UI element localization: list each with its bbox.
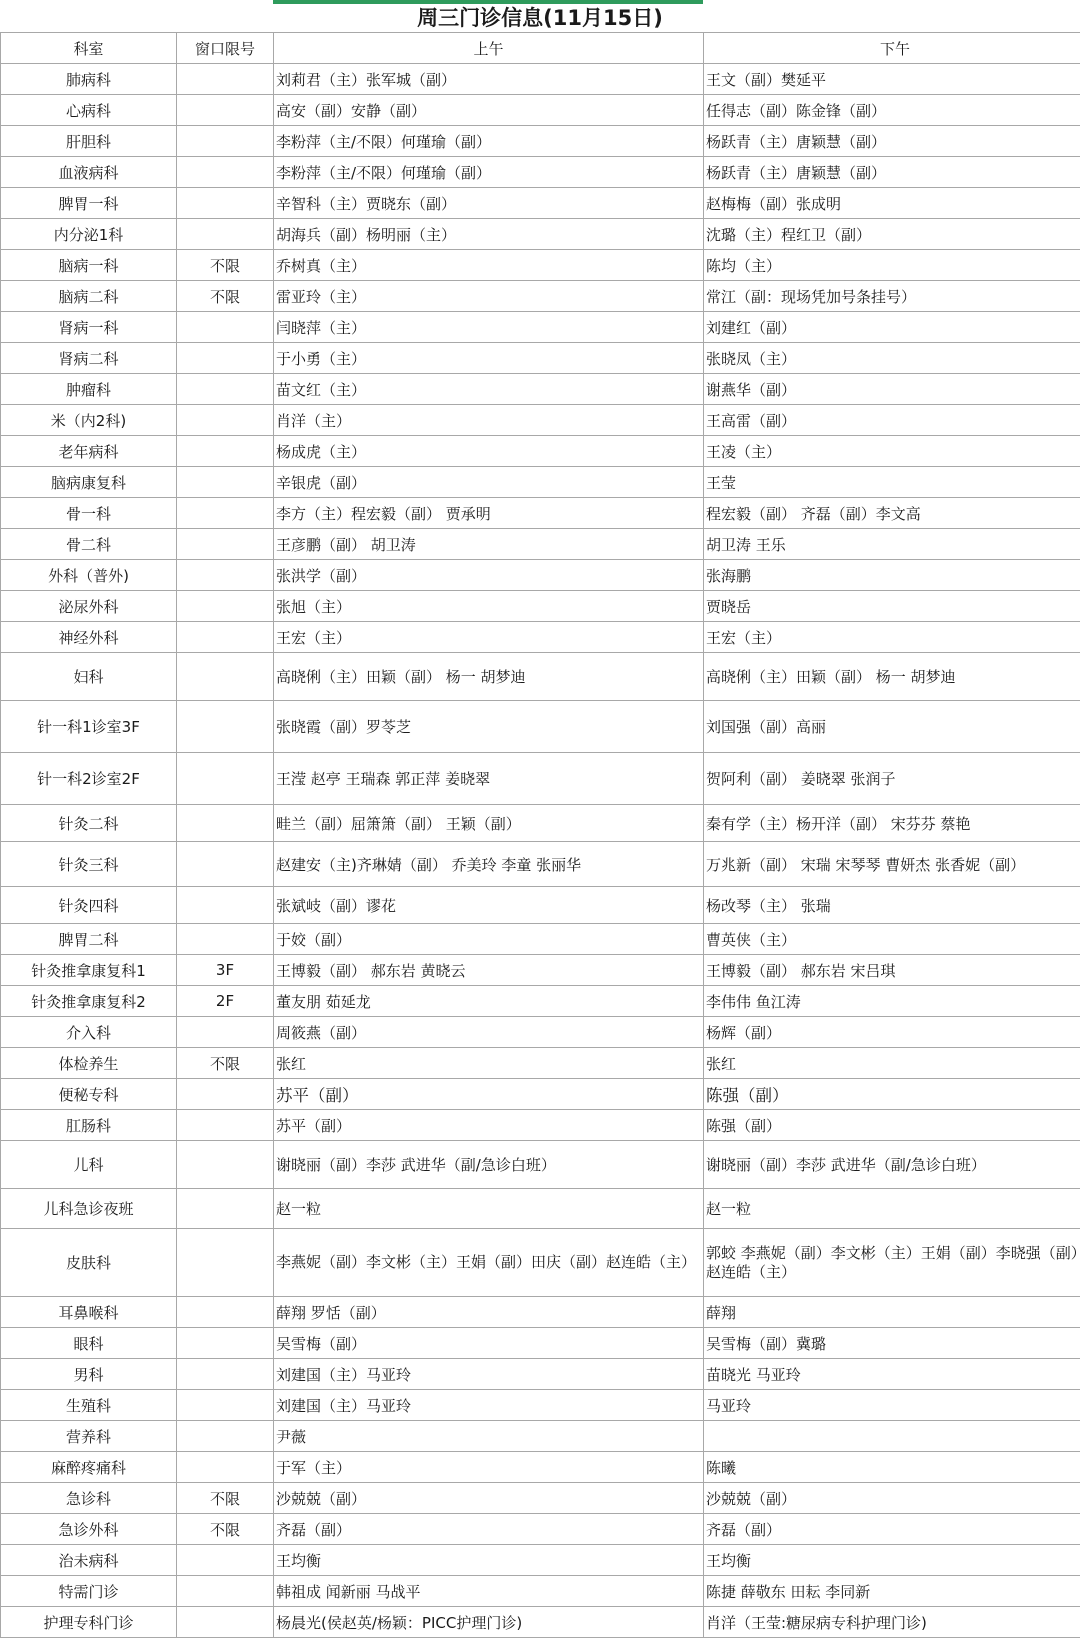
dept-cell: 儿科 [1, 1141, 177, 1189]
dept-cell: 脑病一科 [1, 250, 177, 281]
limit-cell [177, 157, 274, 188]
pm-cell: 任得志（副）陈金锋（副） [704, 95, 1080, 126]
pm-cell: 薛翔 [704, 1297, 1080, 1328]
pm-cell: 贺阿利（副） 姜晓翠 张润子 [704, 753, 1080, 805]
pm-cell: 沙兢兢（副） [704, 1483, 1080, 1514]
pm-cell: 秦有学（主）杨开洋（副） 宋芬芬 蔡艳 [704, 805, 1080, 842]
am-cell: 张红 [274, 1048, 704, 1079]
limit-cell [177, 1452, 274, 1483]
pm-cell: 陈均（主） [704, 250, 1080, 281]
limit-cell [177, 653, 274, 701]
limit-cell [177, 95, 274, 126]
table-row [1, 1514, 1080, 1545]
table-row [1, 560, 1080, 591]
table-row [1, 753, 1080, 805]
dept-cell: 肾病二科 [1, 343, 177, 374]
am-cell: 王宏（主） [274, 622, 704, 653]
am-cell: 王博毅（副） 郝东岩 黄晓云 [274, 955, 704, 986]
table-row [1, 1452, 1080, 1483]
table-row [1, 95, 1080, 126]
table-row [1, 1328, 1080, 1359]
limit-cell [177, 529, 274, 560]
pm-cell: 王高雷（副） [704, 405, 1080, 436]
limit-cell [177, 436, 274, 467]
table-row [1, 1048, 1080, 1079]
limit-cell: 3F [177, 955, 274, 986]
limit-cell [177, 924, 274, 955]
limit-cell [177, 622, 274, 653]
dept-cell: 脑病康复科 [1, 467, 177, 498]
table-row [1, 1229, 1080, 1297]
pm-cell: 李伟伟 鱼江涛 [704, 986, 1080, 1017]
dept-cell: 急诊外科 [1, 1514, 177, 1545]
dept-cell: 介入科 [1, 1017, 177, 1048]
dept-cell: 肿瘤科 [1, 374, 177, 405]
limit-cell [177, 1189, 274, 1229]
table-row [1, 1607, 1080, 1638]
table-row [1, 1421, 1080, 1452]
pm-cell: 张晓凤（主） [704, 343, 1080, 374]
table-row [1, 1390, 1080, 1421]
dept-cell: 老年病科 [1, 436, 177, 467]
dept-cell: 血液病科 [1, 157, 177, 188]
dept-cell: 骨二科 [1, 529, 177, 560]
dept-cell: 耳鼻喉科 [1, 1297, 177, 1328]
am-cell: 高安（副）安静（副） [274, 95, 704, 126]
pm-cell: 王莹 [704, 467, 1080, 498]
table-row [1, 1576, 1080, 1607]
table-row [1, 701, 1080, 753]
limit-cell: 不限 [177, 1514, 274, 1545]
am-cell: 韩祖成 闻新丽 马战平 [274, 1576, 704, 1607]
pm-cell: 杨改琴（主） 张瑞 [704, 887, 1080, 924]
am-cell: 尹薇 [274, 1421, 704, 1452]
am-cell: 张斌岐（副）谬花 [274, 887, 704, 924]
dept-cell: 便秘专科 [1, 1079, 177, 1110]
limit-cell [177, 312, 274, 343]
table-row [1, 653, 1080, 701]
pm-cell: 陈捷 薛敬东 田耘 李同新 [704, 1576, 1080, 1607]
am-cell: 薛翔 罗恬（副） [274, 1297, 704, 1328]
am-cell: 杨晨光(侯赵英/杨颖：PICC护理门诊) [274, 1607, 704, 1638]
am-cell: 张晓霞（副）罗苓芝 [274, 701, 704, 753]
table-row [1, 955, 1080, 986]
table-row [1, 1079, 1080, 1110]
limit-cell [177, 560, 274, 591]
table-row [1, 529, 1080, 560]
am-cell: 李方（主）程宏毅（副） 贾承明 [274, 498, 704, 529]
table-row [1, 1483, 1080, 1514]
am-cell: 于姣（副） [274, 924, 704, 955]
limit-cell [177, 405, 274, 436]
am-cell: 赵一粒 [274, 1189, 704, 1229]
table-row [1, 805, 1080, 842]
dept-cell: 治未病科 [1, 1545, 177, 1576]
table-row [1, 436, 1080, 467]
am-cell: 苗文红（主） [274, 374, 704, 405]
dept-cell: 皮肤科 [1, 1229, 177, 1297]
limit-cell [177, 1545, 274, 1576]
dept-cell: 针灸二科 [1, 805, 177, 842]
limit-cell [177, 1141, 274, 1189]
dept-cell: 内分泌1科 [1, 219, 177, 250]
am-cell: 畦兰（副）屈箫箫（副） 王颖（副） [274, 805, 704, 842]
am-cell: 赵建安（主)齐琳婧（副） 乔美玲 李童 张丽华 [274, 842, 704, 887]
limit-cell [177, 1607, 274, 1638]
header-row [1, 33, 1080, 64]
am-cell: 沙兢兢（副） [274, 1483, 704, 1514]
limit-cell: 不限 [177, 250, 274, 281]
pm-cell: 曹英侠（主） [704, 924, 1080, 955]
page-title: 周三门诊信息(11月15日) [0, 4, 1080, 32]
table-row [1, 405, 1080, 436]
table-row [1, 1297, 1080, 1328]
pm-cell: 杨跃青（主）唐颖慧（副） [704, 157, 1080, 188]
am-cell: 辛银虎（副） [274, 467, 704, 498]
table-row [1, 887, 1080, 924]
dept-cell: 护理专科门诊 [1, 1607, 177, 1638]
pm-cell: 王凌（主） [704, 436, 1080, 467]
table-row [1, 126, 1080, 157]
table-row [1, 281, 1080, 312]
am-cell: 齐磊（副） [274, 1514, 704, 1545]
limit-cell [177, 343, 274, 374]
am-cell: 刘莉君（主）张军城（副） [274, 64, 704, 95]
limit-cell [177, 467, 274, 498]
pm-cell: 谢燕华（副） [704, 374, 1080, 405]
am-cell: 谢晓丽（副）李莎 武进华（副/急诊白班） [274, 1141, 704, 1189]
pm-cell: 常江（副：现场凭加号条挂号） [704, 281, 1080, 312]
table-row [1, 343, 1080, 374]
column-header-dept: 科室 [1, 33, 177, 64]
pm-cell: 苗晓光 马亚玲 [704, 1359, 1080, 1390]
am-cell: 李燕妮（副）李文彬（主）王娟（副）田庆（副）赵连皓（主） [274, 1229, 704, 1297]
limit-cell [177, 1297, 274, 1328]
limit-cell: 不限 [177, 281, 274, 312]
table-row [1, 1110, 1080, 1141]
limit-cell [177, 374, 274, 405]
am-cell: 于小勇（主） [274, 343, 704, 374]
dept-cell: 男科 [1, 1359, 177, 1390]
pm-cell: 王宏（主） [704, 622, 1080, 653]
am-cell: 苏平（副） [274, 1079, 704, 1110]
table-row [1, 1359, 1080, 1390]
dept-cell: 营养科 [1, 1421, 177, 1452]
limit-cell: 不限 [177, 1048, 274, 1079]
pm-cell: 沈璐（主）程红卫（副） [704, 219, 1080, 250]
pm-cell: 赵一粒 [704, 1189, 1080, 1229]
am-cell: 王彦鹏（副） 胡卫涛 [274, 529, 704, 560]
limit-cell [177, 64, 274, 95]
am-cell: 胡海兵（副）杨明丽（主） [274, 219, 704, 250]
pm-cell: 赵梅梅（副）张成明 [704, 188, 1080, 219]
dept-cell: 体检养生 [1, 1048, 177, 1079]
pm-cell [704, 1421, 1080, 1452]
am-cell: 刘建国（主）马亚玲 [274, 1390, 704, 1421]
dept-cell: 眼科 [1, 1328, 177, 1359]
am-cell: 董友朋 茹延龙 [274, 986, 704, 1017]
table-row [1, 219, 1080, 250]
limit-cell [177, 753, 274, 805]
pm-cell: 吴雪梅（副）冀璐 [704, 1328, 1080, 1359]
limit-cell [177, 1079, 274, 1110]
am-cell: 辛智科（主）贾晓东（副） [274, 188, 704, 219]
table-row [1, 622, 1080, 653]
dept-cell: 针灸推拿康复科2 [1, 986, 177, 1017]
pm-cell: 王文（副）樊延平 [704, 64, 1080, 95]
pm-cell: 胡卫涛 王乐 [704, 529, 1080, 560]
limit-cell [177, 1017, 274, 1048]
pm-cell: 刘国强（副）高丽 [704, 701, 1080, 753]
pm-cell: 张红 [704, 1048, 1080, 1079]
table-row [1, 498, 1080, 529]
table-row [1, 842, 1080, 887]
table-row [1, 1017, 1080, 1048]
limit-cell [177, 842, 274, 887]
limit-cell [177, 1110, 274, 1141]
column-header-limit: 窗口限号 [177, 33, 274, 64]
dept-cell: 针灸推拿康复科1 [1, 955, 177, 986]
am-cell: 苏平（副） [274, 1110, 704, 1141]
pm-cell: 陈强（副） [704, 1110, 1080, 1141]
limit-cell [177, 591, 274, 622]
limit-cell [177, 1390, 274, 1421]
dept-cell: 妇科 [1, 653, 177, 701]
limit-cell [177, 701, 274, 753]
dept-cell: 脾胃一科 [1, 188, 177, 219]
pm-cell: 谢晓丽（副）李莎 武进华（副/急诊白班） [704, 1141, 1080, 1189]
limit-cell [177, 1421, 274, 1452]
dept-cell: 心病科 [1, 95, 177, 126]
am-cell: 周筱燕（副） [274, 1017, 704, 1048]
pm-cell: 杨跃青（主）唐颖慧（副） [704, 126, 1080, 157]
pm-cell: 张海鹏 [704, 560, 1080, 591]
pm-cell: 陈强（副） [704, 1079, 1080, 1110]
dept-cell: 脾胃二科 [1, 924, 177, 955]
pm-cell: 陈曦 [704, 1452, 1080, 1483]
table-row [1, 250, 1080, 281]
am-cell: 王均衡 [274, 1545, 704, 1576]
column-header-pm: 下午 [704, 33, 1080, 64]
am-cell: 雷亚玲（主） [274, 281, 704, 312]
am-cell: 张洪学（副） [274, 560, 704, 591]
dept-cell: 针灸三科 [1, 842, 177, 887]
am-cell: 闫晓萍（主） [274, 312, 704, 343]
limit-cell [177, 188, 274, 219]
am-cell: 杨成虎（主） [274, 436, 704, 467]
am-cell: 于军（主） [274, 1452, 704, 1483]
table-row [1, 64, 1080, 95]
dept-cell: 针灸四科 [1, 887, 177, 924]
dept-cell: 特需门诊 [1, 1576, 177, 1607]
dept-cell: 骨一科 [1, 498, 177, 529]
am-cell: 刘建国（主）马亚玲 [274, 1359, 704, 1390]
schedule-table [0, 32, 1080, 1638]
pm-cell: 马亚玲 [704, 1390, 1080, 1421]
pm-cell: 贾晓岳 [704, 591, 1080, 622]
pm-cell: 郭蛟 李燕妮（副）李文彬（主）王娟（副）李晓强（副）赵连皓（主） [704, 1229, 1080, 1297]
pm-cell: 杨辉（副） [704, 1017, 1080, 1048]
dept-cell: 肛肠科 [1, 1110, 177, 1141]
dept-cell: 米（内2科) [1, 405, 177, 436]
pm-cell: 程宏毅（副） 齐磊（副）李文高 [704, 498, 1080, 529]
pm-cell: 王均衡 [704, 1545, 1080, 1576]
limit-cell [177, 1229, 274, 1297]
am-cell: 王滢 赵亭 王瑞森 郭正萍 姜晓翠 [274, 753, 704, 805]
table-row [1, 312, 1080, 343]
dept-cell: 外科（普外) [1, 560, 177, 591]
limit-cell: 不限 [177, 1483, 274, 1514]
pm-cell: 齐磊（副） [704, 1514, 1080, 1545]
dept-cell: 麻醉疼痛科 [1, 1452, 177, 1483]
dept-cell: 肾病一科 [1, 312, 177, 343]
dept-cell: 脑病二科 [1, 281, 177, 312]
limit-cell [177, 805, 274, 842]
table-row [1, 157, 1080, 188]
table-row [1, 188, 1080, 219]
table-row [1, 1141, 1080, 1189]
dept-cell: 生殖科 [1, 1390, 177, 1421]
am-cell: 吴雪梅（副） [274, 1328, 704, 1359]
dept-cell: 针一科1诊室3F [1, 701, 177, 753]
am-cell: 李粉萍（主/不限）何瑾瑜（副） [274, 157, 704, 188]
limit-cell [177, 1359, 274, 1390]
table-row [1, 1189, 1080, 1229]
table-row [1, 374, 1080, 405]
am-cell: 张旭（主） [274, 591, 704, 622]
table-row [1, 986, 1080, 1017]
limit-cell [177, 1328, 274, 1359]
limit-cell [177, 1576, 274, 1607]
am-cell: 乔树真（主） [274, 250, 704, 281]
am-cell: 肖洋（主） [274, 405, 704, 436]
column-header-am: 上午 [274, 33, 704, 64]
table-row [1, 467, 1080, 498]
pm-cell: 高晓俐（主）田颖（副） 杨一 胡梦迪 [704, 653, 1080, 701]
am-cell: 李粉萍（主/不限）何瑾瑜（副） [274, 126, 704, 157]
limit-cell: 2F [177, 986, 274, 1017]
table-row [1, 1545, 1080, 1576]
limit-cell [177, 219, 274, 250]
dept-cell: 儿科急诊夜班 [1, 1189, 177, 1229]
dept-cell: 神经外科 [1, 622, 177, 653]
dept-cell: 肝胆科 [1, 126, 177, 157]
pm-cell: 万兆新（副） 宋瑞 宋琴琴 曹妍杰 张香妮（副） [704, 842, 1080, 887]
am-cell: 高晓俐（主）田颖（副） 杨一 胡梦迪 [274, 653, 704, 701]
dept-cell: 急诊科 [1, 1483, 177, 1514]
table-row [1, 591, 1080, 622]
dept-cell: 泌尿外科 [1, 591, 177, 622]
limit-cell [177, 126, 274, 157]
dept-cell: 肺病科 [1, 64, 177, 95]
pm-cell: 王博毅（副） 郝东岩 宋吕琪 [704, 955, 1080, 986]
table-row [1, 924, 1080, 955]
dept-cell: 针一科2诊室2F [1, 753, 177, 805]
pm-cell: 刘建红（副） [704, 312, 1080, 343]
limit-cell [177, 498, 274, 529]
pm-cell: 肖洋（王莹:糖尿病专科护理门诊) [704, 1607, 1080, 1638]
limit-cell [177, 887, 274, 924]
